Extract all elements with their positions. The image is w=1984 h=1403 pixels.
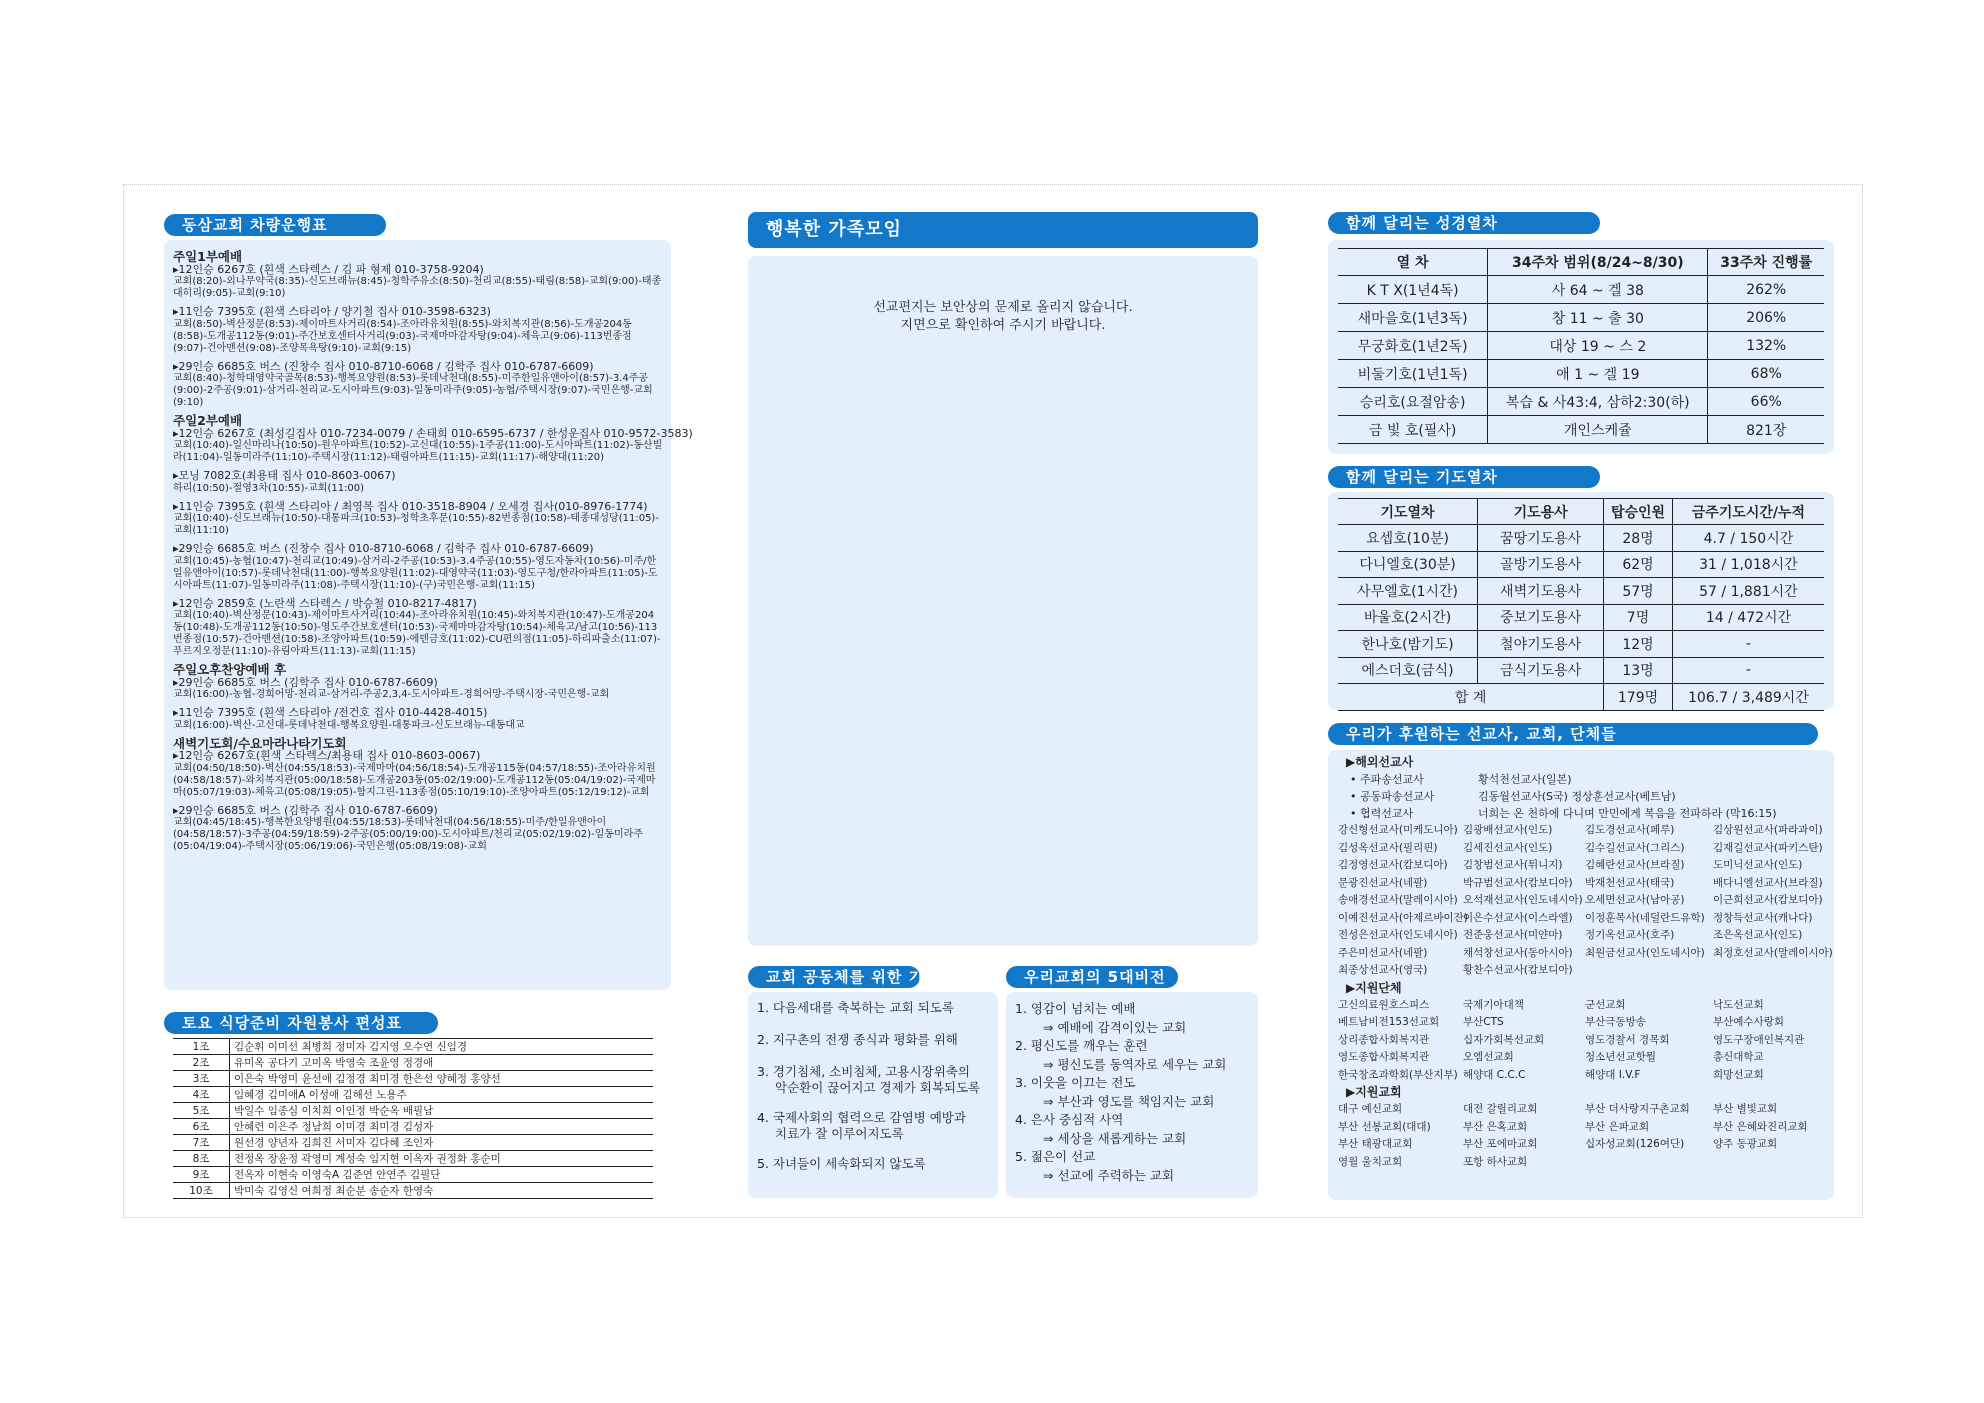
schedule-route: 교회(16:00)-벽산-고신대-롯데낙천대-행복요양원-대통파크-신도브래뉴-대동대교 — [173, 719, 525, 731]
schedule-route: 교회(8:20)-외나무약국(8:35)-신도브래뉴(8:45)-청학주유소(8:50)-천리교(8:55)-태림(8:58)-교회(9:00)-태종대히리(9:05)-교회(9:10) — [173, 276, 662, 299]
prayer-item — [757, 1032, 997, 1048]
prayer-item — [757, 1156, 997, 1172]
prayer-train-cell: 금식기도용사 — [1478, 657, 1604, 684]
family-panel — [748, 256, 1258, 946]
missionary-name: 채석창선교사(동아시아) — [1463, 946, 1573, 959]
schedule-entry — [173, 501, 663, 538]
prayer-train-cell: - — [1672, 657, 1824, 684]
bible-cell: 승리호(요절암송) — [1338, 388, 1488, 416]
family-notice-line1: 선교편지는 보안상의 문제로 올리지 않습니다. — [873, 300, 1133, 315]
org-heading: ▶지원단체 — [1346, 980, 1402, 995]
bible-cell: 821장 — [1708, 416, 1824, 444]
prayer-train-total-count: 179명 — [1604, 684, 1673, 711]
prayer-train-cell: - — [1672, 631, 1824, 658]
prayer-train-header: 기도용사 — [1478, 499, 1604, 525]
missionary-name: 송애경선교사(말레이시아) — [1338, 894, 1458, 906]
prayer-train-cell: 12명 — [1604, 631, 1673, 658]
prayer-train-cell: 철야기도용사 — [1478, 631, 1604, 658]
volunteer-members: 전정옥 장윤정 곽영미 계성숙 임지현 이옥자 권정화 홍순미 — [230, 1151, 654, 1167]
bible-row — [1338, 388, 1824, 416]
prayer-train-cell: 바울호(2시간) — [1338, 604, 1478, 631]
prayer-train-cell: 4.7 / 150시간 — [1672, 525, 1824, 552]
volunteer-team: 2조 — [173, 1055, 230, 1071]
volunteer-team: 1조 — [173, 1039, 230, 1055]
schedule-section-heading: 새벽기도회/수요마라나타기도회 — [173, 735, 347, 751]
vision-line: ⇒ 예배에 감격이있는 교회 — [1043, 1019, 1187, 1035]
volunteer-team: 8조 — [173, 1151, 230, 1167]
volunteer-team: 7조 — [173, 1135, 230, 1151]
volunteer-row — [173, 1071, 653, 1087]
prayer-train-cell: 13명 — [1604, 657, 1673, 684]
bible-row — [1338, 416, 1824, 444]
schedule-entry — [173, 306, 663, 355]
volunteer-row — [173, 1183, 653, 1199]
prayer-train-header: 탑승인원 — [1604, 499, 1673, 525]
volunteer-row — [173, 1055, 653, 1071]
org-grid — [1338, 997, 1828, 1085]
prayer-train-cell: 다니엘호(30분) — [1338, 551, 1478, 578]
church-name: 대전 갈릴리교회 — [1463, 1103, 1538, 1115]
vision-title: 우리교회의 5대비전 — [1006, 966, 1178, 988]
prayer-train-cell: 꿈땅기도용사 — [1478, 525, 1604, 552]
missionary-name: 오세면선교사(남아공) — [1585, 894, 1685, 906]
prayer-train-title: 함께 달리는 기도열차 — [1328, 466, 1600, 488]
prayer-item-text: 4. 국제사회의 협력으로 감염병 예방과 — [757, 1110, 966, 1125]
prayer-train-total-label: 합 계 — [1338, 684, 1604, 711]
bible-header: 열 차 — [1338, 249, 1488, 276]
prayer-train-row — [1338, 551, 1824, 578]
volunteer-row — [173, 1151, 653, 1167]
volunteer-team: 5조 — [173, 1103, 230, 1119]
schedule-list — [173, 248, 693, 859]
prayer-train-total-hours: 106.7 / 3,489시간 — [1672, 684, 1824, 711]
bible-cell: 무궁화호(1년2독) — [1338, 332, 1488, 360]
missionary-name: 이은수선교사(이스라엘) — [1463, 911, 1573, 924]
missionary-name: 정기옥선교사(호주) — [1585, 929, 1675, 941]
church-name: 부산 태광대교회 — [1338, 1138, 1413, 1150]
prayer-item — [757, 1000, 997, 1016]
church-name: 십자성교회(126여단) — [1585, 1138, 1685, 1150]
missionary-name: 이정훈목사(네덜란드유학) — [1585, 911, 1705, 924]
vision-line: 3. 이웃을 이끄는 전도 — [1015, 1075, 1136, 1090]
missionary-line-text: 김동월선교사(S국) 정상훈선교사(베트남) — [1478, 790, 1676, 803]
bible-cell: 창 11 ~ 출 30 — [1488, 304, 1708, 332]
prayer-train-cell: 57명 — [1604, 578, 1673, 605]
org-name: 영도구장애인복지관 — [1713, 1033, 1805, 1046]
missionary-name: 도미닉선교사(인도) — [1713, 859, 1803, 871]
prayer-train-cell: 62명 — [1604, 551, 1673, 578]
church-grid — [1338, 1101, 1828, 1171]
bible-cell: 사 64 ~ 겔 38 — [1488, 276, 1708, 304]
prayer-item-text-cont: 치료가 잘 이루어지도록 — [775, 1126, 904, 1141]
prayer-item-text: 2. 지구촌의 전쟁 종식과 평화를 위해 — [757, 1032, 958, 1047]
missionary-name: 김광배선교사(인도) — [1463, 824, 1553, 836]
bible-header-row — [1338, 249, 1824, 276]
missionary-name: 김상원선교사(파라과이) — [1713, 824, 1823, 836]
bible-title: 함께 달리는 성경열차 — [1328, 212, 1600, 234]
church-name: 부산 별빛교회 — [1713, 1103, 1778, 1115]
bible-header: 33주차 진행률 — [1708, 249, 1824, 276]
org-name: 부산예수사랑회 — [1713, 1016, 1785, 1028]
vision-line: 2. 평신도를 깨우는 훈련 — [1015, 1038, 1148, 1053]
missions-panel — [1328, 750, 1834, 1200]
volunteer-row — [173, 1087, 653, 1103]
prayer-train-header: 기도열차 — [1338, 499, 1478, 525]
missionary-name: 황찬수선교사(캄보디아) — [1463, 964, 1573, 976]
schedule-vehicle: ▸11인승 7395호 (흰색 스타리아 / 양기철 집사 010-3598-6323) — [173, 305, 491, 318]
schedule-vehicle: ▸29인승 6685호 버스 (김학주 집사 010-6787-6609) — [173, 675, 438, 689]
bible-cell: 애 1 ~ 겔 19 — [1488, 360, 1708, 388]
prayer-train-row — [1338, 578, 1824, 605]
bible-cell: 66% — [1708, 388, 1824, 416]
church-heading: ▶지원교회 — [1346, 1085, 1402, 1099]
schedule-section-heading: 주일오후찬양예배 후 — [173, 662, 287, 677]
prayer-train-row — [1338, 657, 1824, 684]
schedule-entry — [173, 426, 693, 465]
prayer-item-text: 1. 다음세대를 축복하는 교회 되도록 — [757, 1000, 954, 1015]
schedule-vehicle: ▸12인승 6267호 (최성길집사 010-7234-0079 / 손태희 010-6595-6737 / 한성운집사 010-9572-3583) — [173, 426, 693, 440]
vision-line: ⇒ 선교에 주력하는 교회 — [1043, 1167, 1175, 1183]
vision-line: 5. 젊은이 선교 — [1015, 1149, 1096, 1164]
vision-line: ⇒ 세상을 새롭게하는 교회 — [1043, 1130, 1187, 1146]
missionary-name: 박재천선교사(태국) — [1585, 876, 1675, 889]
volunteer-row — [173, 1135, 653, 1151]
missionary-name: 정창득선교사(캐나다) — [1713, 911, 1813, 924]
volunteer-row — [173, 1167, 653, 1183]
vision-line: 4. 은사 중심적 사역 — [1015, 1112, 1124, 1127]
missionary-line — [1338, 805, 1828, 822]
volunteer-table — [173, 1038, 653, 1199]
schedule-vehicle: ▸11인승 7395호 (흰색 스타리아 / 최영복 집사 010-3518-8904 / 오세경 집사(010-8976-1774) — [173, 499, 648, 513]
org-name: 오엠선교회 — [1463, 1051, 1514, 1063]
prayer-train-row — [1338, 604, 1824, 631]
missionary-name: 전준웅선교사(미얀마) — [1463, 929, 1563, 941]
org-name: 군선교회 — [1585, 998, 1626, 1011]
prayer-train-cell: 새벽기도용사 — [1478, 578, 1604, 605]
schedule-route: 교회(04:45/18:45)-행복한요양병원(04:55/18:53)-롯데낙천대(04:56/18:55)-미주/한일유앤아이(04:58/18:57)-3주공(04:59/18:59)-2주공(05:00/19:00)-도시아파트/천리교(05:02/19:02)-일동미라주(05:04/19:04)-주택시장(05:06/19:06)-국민은행(05:08/19:08)-교회 — [173, 817, 643, 852]
prayer-train-total-row — [1338, 684, 1824, 711]
bible-header: 34주차 범위(8/24~8/30) — [1488, 249, 1708, 276]
schedule-route: 교회(16:00)-농협-경희어망-천리교-삼거리-주공2,3,4-도시아파트-경희어망-주택시장-국민은행-교회 — [173, 689, 610, 700]
org-name: 해양대 I.V.F — [1585, 1068, 1641, 1081]
missionary-name: 박규범선교사(캄보디아) — [1463, 876, 1573, 889]
schedule-vehicle: ▸12인승 2859호 (노란색 스타렉스 / 박승철 010-8217-4817) — [173, 596, 477, 610]
prayer-item-text: 3. 경기침체, 소비침체, 고용시장위축의 — [757, 1064, 970, 1079]
schedule-route: 교회(10:40)-벽산정문(10:43)-제이마트사거리(10:44)-조아라유치원(10:45)-와치복지관(10:47)-도개공204동(10:48)-도개공112동(10:50)-영도주간보호센터(10:53)-국제마마감자탕(10:54)-체육고/남고(10:56)-113번종점(10:57)-건아맨션(10:58)-조양아파트(10:59)-에덴금호(11:02)-CU편의점(11:05)-하리파출소(11:07)-푸르지오정문(11:10)-유림아파트(11:13)-교회(11:15) — [173, 610, 661, 657]
missionary-name: 최원금선교사(인도네시아) — [1585, 946, 1705, 959]
prayer-train-header-row — [1338, 499, 1824, 525]
org-name: 해양대 C.C.C — [1463, 1068, 1526, 1081]
prayer-train-cell: 골방기도용사 — [1478, 551, 1604, 578]
schedule-vehicle: ▸29인승 6685호 버스 (진창수 집사 010-8710-6068 / 김학주 집사 010-6787-6609) — [173, 542, 594, 555]
org-name: 국제기아대책 — [1463, 998, 1524, 1011]
org-name: 영도종합사회복지관 — [1338, 1051, 1430, 1063]
volunteer-members: 김순휘 이미선 최병희 정미자 김지영 오수연 신임경 — [230, 1039, 654, 1055]
schedule-route: 교회(8:50)-벽산정문(8:53)-제이마트사거리(8:54)-조아라유치원(8:55)-와치복지관(8:56)-도개공204동(8:58)-도개공112동(9:01)-주간보호센터사거리(9:03)-국제마마감자탕(9:04)-체육고(9:06)-113번종점(9:07)-건아맨션(9:08)-조양목욕탕(9:10)-교회(9:15) — [173, 318, 632, 354]
volunteer-row — [173, 1039, 653, 1055]
prayer-community-title: 교회 공동체를 위한 기도 — [748, 966, 920, 988]
schedule-route: 교회(10:40)-일신마리나(10:50)-원우아파트(10:52)-고신대(10:55)-1주공(11:00)-도시아파트(11:02)-동산빌라(11:04)-일동미라주(11:10)-주택시장(11:12)-태림아파트(11:15)-교회(11:17)-해양대(11:20) — [173, 440, 663, 463]
missionary-name: 주은미선교사(네팔) — [1338, 946, 1428, 959]
volunteer-row — [173, 1119, 653, 1135]
bible-table — [1338, 248, 1824, 444]
schedule-entry — [173, 598, 663, 659]
prayer-train-cell: 중보기도용사 — [1478, 604, 1604, 631]
missionary-name: 조은옥선교사(인도) — [1713, 929, 1803, 941]
prayer-train-cell: 사무엘호(1시간) — [1338, 578, 1478, 605]
schedule-route: 교회(10:40)-신도브래뉴(10:50)-대통파크(10:53)-청학초후문(10:55)-82번종점(10:58)-태종대성당(11:05)-교회(11:10) — [173, 513, 659, 536]
schedule-vehicle: ▸11인승 7395호 (흰색 스타리아 /전건호 집사 010-4428-4015) — [173, 706, 488, 719]
missionary-name: 김창범선교사(튀니지) — [1463, 859, 1563, 871]
bible-row — [1338, 360, 1824, 388]
bible-row — [1338, 332, 1824, 360]
missionary-name: 최종상선교사(영국) — [1338, 964, 1428, 976]
volunteer-team: 10조 — [173, 1183, 230, 1199]
schedule-vehicle: ▸29인승 6685호 버스 (김학주 집사 010-6787-6609) — [173, 803, 438, 817]
bible-cell: 262% — [1708, 276, 1824, 304]
schedule-title: 동삼교회 차량운행표 — [164, 214, 386, 236]
schedule-vehicle: ▸12인승 6267호(흰색 스타렉스/최용태 집사 010-8603-0067) — [173, 749, 481, 762]
missionary-line-label: • 공동파송선교사 — [1350, 790, 1435, 803]
schedule-entry — [173, 264, 663, 301]
prayer-train-cell: 57 / 1,881시간 — [1672, 578, 1824, 605]
schedule-route: 하리(10:50)-절영3차(10:55)-교회(11:00) — [173, 482, 365, 494]
prayer-train-row — [1338, 631, 1824, 658]
church-name: 영월 울치교회 — [1338, 1155, 1403, 1168]
vision-panel — [1006, 992, 1258, 1198]
prayer-train-cell: 7명 — [1604, 604, 1673, 631]
bible-cell: 개인스케쥴 — [1488, 416, 1708, 444]
missionary-name: 김도경선교사(페루) — [1585, 824, 1675, 836]
org-name: 희망선교회 — [1713, 1068, 1764, 1081]
prayer-train-cell: 31 / 1,018시간 — [1672, 551, 1824, 578]
vision-line: ⇒ 부산과 영도를 책임지는 교회 — [1043, 1093, 1215, 1109]
church-name: 부산 은혹교회 — [1463, 1120, 1528, 1133]
volunteer-team: 3조 — [173, 1071, 230, 1087]
missionary-name: 배다니엘선교사(브라질) — [1713, 876, 1823, 889]
missionary-name: 강신형선교사(미케도니아) — [1338, 824, 1458, 836]
volunteer-members: 안혜련 이은주 정남희 이미경 최미경 김성자 — [230, 1119, 654, 1135]
volunteer-members: 원선경 양년자 김희진 서미자 김다혜 조인자 — [230, 1135, 654, 1151]
schedule-route: 교회(04:50/18:50)-벽산(04:55/18:53)-국제마마(04:56/18:54)-도개공115동(04:57/18:55)-조아라유치원(04:58/18:57)-와치복지관(05:00/18:58)-도개공203동(05:02/19:00)-도개공112동(05:04/19:02)-국제마마(05:07/19:03)-체육고(05:08/19:05)-함지그린-113종점(05:10/19:10)-조양아파트(05:12/19:12)-교회 — [173, 762, 656, 798]
org-name: 부산극동방송 — [1585, 1016, 1646, 1028]
prayer-train-cell: 14 / 472시간 — [1672, 604, 1824, 631]
prayer-train-cell: 요셉호(10분) — [1338, 525, 1478, 552]
org-name: 십자가회복선교회 — [1463, 1033, 1545, 1046]
bible-cell: K T X(1년4독) — [1338, 276, 1488, 304]
prayer-item — [757, 1064, 997, 1096]
bible-cell: 새마을호(1년3독) — [1338, 304, 1488, 332]
schedule-section-heading: 주일1부예배 — [173, 249, 243, 264]
bible-cell: 대상 19 ~ 스 2 — [1488, 332, 1708, 360]
prayer-train-header: 금주기도시간/누적 — [1672, 499, 1824, 525]
schedule-route: 교회(8:40)-청학대영약국골목(8:53)-행복요양원(8:53)-롯데낙천대(8:55)-미주한일유앤아이(8:57)-3.4주공(9:00)-2주공(9:01)-삼거리-천리교-도시아파트(9:03)-일동미라주(9:05)-농협/주택시장(9:07)-국민은행-교회(9:10) — [173, 373, 653, 408]
missionary-name: 김정영선교사(캄보디아) — [1338, 859, 1448, 871]
church-name: 부산 은파교회 — [1585, 1120, 1650, 1133]
volunteer-team: 6조 — [173, 1119, 230, 1135]
prayer-train-row — [1338, 525, 1824, 552]
missionary-name: 최정호선교사(말레이시아) — [1713, 946, 1833, 959]
org-name: 고신의료원호스피스 — [1338, 998, 1430, 1011]
volunteer-members: 임혜경 김미애A 이성애 김해선 노용주 — [230, 1087, 654, 1103]
church-name: 부산 은혜와진리교회 — [1713, 1120, 1808, 1133]
schedule-route: 교회(10:45)-농협(10:47)-천리교(10:49)-삼거리-2주공(10:53)-3.4주공(10:55)-영도자동차(10:56)-미주/한일유앤아이(10:57)-롯데낙천대(11:00)-행복요양원(11:02)-대영약국(11:03)-영도구청/한라아파트(11:05)-도시아파트(11:07)-일동미라주(11:08)-주택시장(11:10)-(구)국민은행-교회(11:15) — [173, 555, 658, 591]
org-name: 베트남비전153선교회 — [1338, 1016, 1440, 1028]
prayer-train-cell: 28명 — [1604, 525, 1673, 552]
org-name: 청소년선교핫뭘 — [1585, 1051, 1657, 1063]
prayer-train-table — [1338, 498, 1824, 711]
missionary-name: 이예진선교사(아제르바이잔) — [1338, 911, 1468, 924]
bible-cell: 206% — [1708, 304, 1824, 332]
missionary-name: 오석재선교사(인도네시아) — [1463, 894, 1583, 906]
prayer-item-text: 5. 자녀들이 세속화되지 않도록 — [757, 1156, 926, 1171]
prayer-item — [757, 1110, 997, 1142]
schedule-entry — [173, 677, 663, 702]
church-name: 대구 예신교회 — [1338, 1103, 1403, 1115]
bible-cell: 금 빛 호(필사) — [1338, 416, 1488, 444]
org-name: 낙도선교회 — [1713, 998, 1764, 1011]
schedule-entry — [173, 707, 663, 732]
missionary-line — [1338, 771, 1828, 788]
prayer-train-cell: 한나호(밤기도) — [1338, 631, 1478, 658]
missionary-name: 김혜란선교사(브라질) — [1585, 859, 1685, 871]
schedule-entry — [173, 470, 663, 495]
volunteer-row — [173, 1103, 653, 1119]
prayer-item-text-cont: 악순환이 끊어지고 경제가 회복되도록 — [775, 1080, 981, 1095]
schedule-entry — [173, 543, 663, 592]
volunteer-members: 박미숙 김영신 여희정 최순분 송순자 한영숙 — [230, 1183, 654, 1199]
volunteer-team: 4조 — [173, 1087, 230, 1103]
missionary-line-text: 너희는 온 천하에 다니며 만민에게 복음을 전파하라 (막16:15) — [1478, 807, 1777, 820]
missionary-name: 문광진선교사(네팔) — [1338, 876, 1428, 889]
schedule-entry — [173, 805, 663, 854]
missionary-line — [1338, 788, 1828, 805]
bible-row — [1338, 276, 1824, 304]
volunteer-members: 유미옥 공다기 고미옥 박영숙 조윤영 정경애 — [230, 1055, 654, 1071]
volunteer-members: 이은숙 박영미 윤선애 김정경 최미경 한은선 양혜정 홍양선 — [230, 1071, 654, 1087]
church-name: 양주 동광교회 — [1713, 1138, 1778, 1150]
schedule-entry — [173, 750, 663, 799]
schedule-entry — [173, 361, 663, 410]
church-name: 부산 더사랑지구촌교회 — [1585, 1103, 1690, 1115]
bible-cell: 132% — [1708, 332, 1824, 360]
bible-cell: 비둘기호(1년1독) — [1338, 360, 1488, 388]
church-name: 부산 포에마교회 — [1463, 1138, 1538, 1150]
missionary-line-text: 황석천선교사(일본) — [1478, 773, 1572, 786]
missionary-line-label: • 협력선교사 — [1350, 807, 1414, 820]
missionary-name: 김재길선교사(파키스탄) — [1713, 841, 1823, 854]
missions-title: 우리가 후원하는 선교사, 교회, 단체들 — [1328, 723, 1818, 745]
volunteer-title: 토요 식당준비 자원봉사 편성표 — [164, 1012, 438, 1034]
org-name: 영도경찰서 경목회 — [1585, 1033, 1670, 1046]
bible-cell: 68% — [1708, 360, 1824, 388]
church-name: 부산 선봉교회(대대) — [1338, 1120, 1431, 1133]
org-name: 한국창조과학회(부산지부) — [1338, 1068, 1458, 1081]
bible-row — [1338, 304, 1824, 332]
vision-line: 1. 영감이 넘치는 예배 — [1015, 1001, 1136, 1016]
missionary-name: 김세진선교사(인도) — [1463, 841, 1553, 854]
org-name: 부산CTS — [1463, 1016, 1504, 1028]
missionary-line-label: • 주파송선교사 — [1350, 773, 1424, 786]
missionary-name: 전성은선교사(인도네시아) — [1338, 929, 1458, 941]
schedule-vehicle: ▸모닝 7082호(최용태 집사 010-8603-0067) — [173, 469, 396, 482]
prayer-train-cell: 에스더호(금식) — [1338, 657, 1478, 684]
church-name: 포항 하사교회 — [1463, 1155, 1528, 1168]
missionary-name: 김수길선교사(그리스) — [1585, 841, 1685, 854]
bible-cell: 복습 & 사43:4, 삼하2:30(하) — [1488, 388, 1708, 416]
schedule-section-heading: 주일2부예배 — [173, 413, 243, 428]
schedule-vehicle: ▸12인승 6267호 (흰색 스타렉스 / 김 파 형제 010-3758-9204) — [173, 262, 484, 276]
missionary-name: 김성옥선교사(필리핀) — [1338, 841, 1438, 854]
prayer-community-panel — [748, 992, 998, 1198]
overseas-heading: ▶해외선교사 — [1346, 755, 1414, 769]
family-notice-line2: 지면으로 확인하여 주시기 바랍니다. — [900, 318, 1106, 333]
volunteer-members: 전옥자 이현숙 이영숙A 김준연 안연주 김필단 — [230, 1167, 654, 1183]
vision-line: ⇒ 평신도를 동역자로 세우는 교회 — [1043, 1056, 1227, 1072]
family-title: 행복한 가족모임 — [748, 212, 1258, 248]
missionary-grid — [1338, 822, 1833, 980]
missionary-name: 이근희선교사(캄보디아) — [1713, 894, 1823, 906]
volunteer-team: 9조 — [173, 1167, 230, 1183]
org-name: 총신대학교 — [1713, 1051, 1764, 1063]
schedule-vehicle: ▸29인승 6685호 버스 (진창수 집사 010-8710-6068 / 김학주 집사 010-6787-6609) — [173, 359, 594, 373]
volunteer-members: 박일수 임종심 이치희 이인정 박순옥 배필남 — [230, 1103, 654, 1119]
org-name: 상리종합사회복지관 — [1338, 1033, 1430, 1046]
